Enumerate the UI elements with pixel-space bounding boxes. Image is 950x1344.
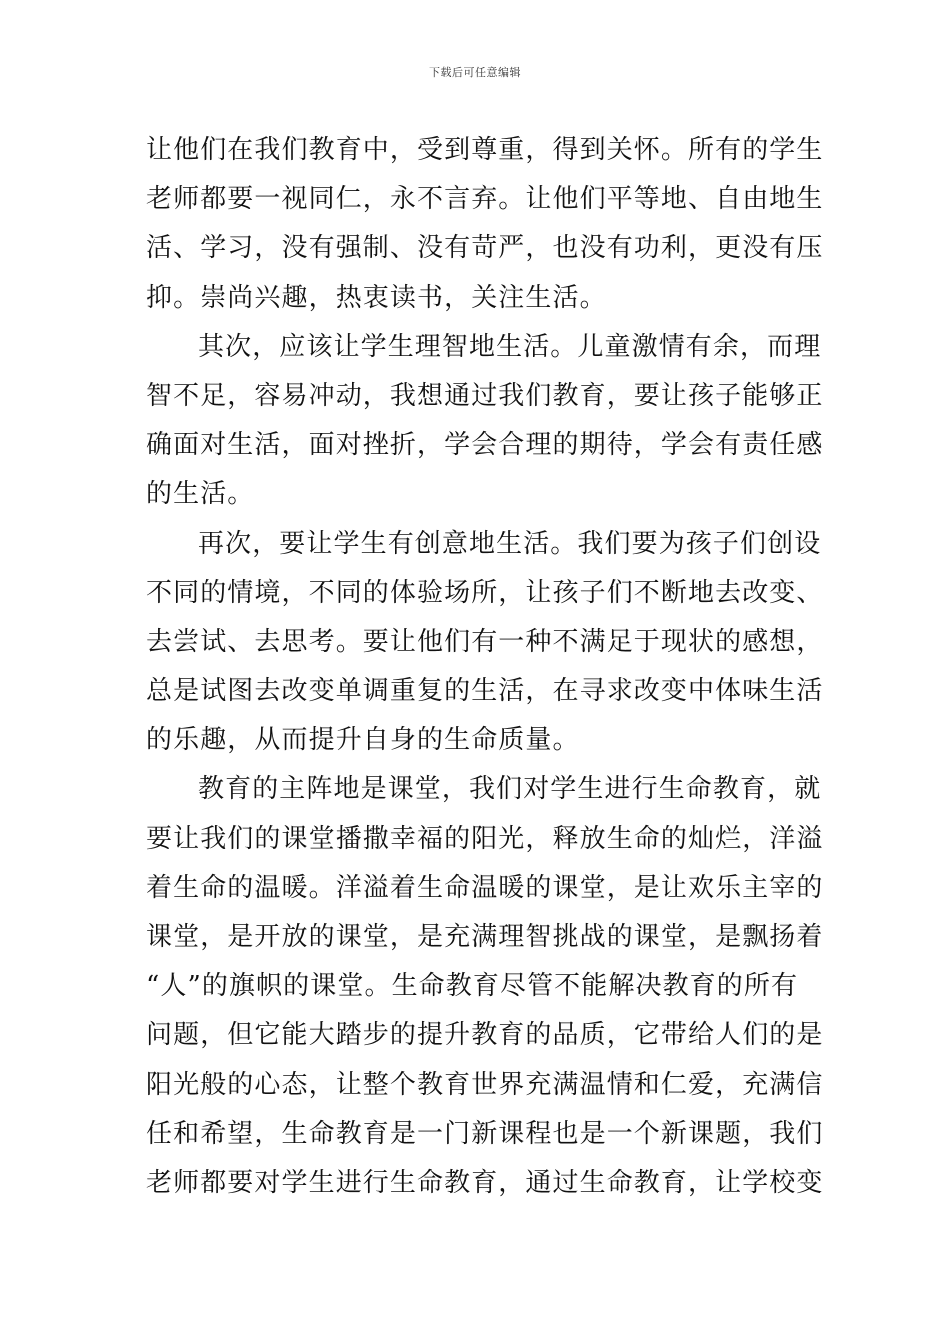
text-line: 问题，但它能大踏步的提升教育的品质，它带给人们的是 xyxy=(146,1020,824,1051)
text-line: “人”的旗帜的课堂。生命教育尽管不能解决教育的所有 xyxy=(146,971,799,1002)
text-line: 去尝试、去思考。要让他们有一种不满足于现状的感想， xyxy=(146,626,824,657)
text-line: 老师都要一视同仁，永不言弃。让他们平等地、自由地生 xyxy=(146,184,824,215)
text-line: 的乐趣，从而提升自身的生命质量。 xyxy=(146,725,580,756)
text-line: 抑。崇尚兴趣，热衷读书，关注生活。 xyxy=(146,282,607,313)
text-line: 课堂，是开放的课堂，是充满理智挑战的课堂，是飘扬着 xyxy=(146,922,824,952)
page-header: 下载后可任意编辑 xyxy=(429,66,521,79)
text-line: 不同的情境，不同的体验场所，让孩子们不断地去改变、 xyxy=(146,577,824,608)
text-line: 总是试图去改变单调重复的生活，在寻求改变中体味生活 xyxy=(146,676,824,707)
text-line: 智不足，容易冲动，我想通过我们教育，要让孩子能够正 xyxy=(146,380,824,411)
paragraph-start-line: 再次，要让学生有创意地生活。我们要为孩子们创设 xyxy=(198,528,822,559)
text-line: 要让我们的课堂播撒幸福的阳光，释放生命的灿烂，洋溢 xyxy=(146,823,824,854)
text-line: 着生命的温暖。洋溢着生命温暖的课堂，是让欢乐主宰的 xyxy=(146,872,824,903)
body-text xyxy=(146,126,824,1208)
text-line: 阳光般的心态，让整个教育世界充满温情和仁爱，充满信 xyxy=(146,1069,824,1100)
paragraph-start-line: 其次，应该让学生理智地生活。儿童激情有余，而理 xyxy=(198,331,822,362)
text-line: 活、学习，没有强制、没有苛严，也没有功利，更没有压 xyxy=(146,233,824,264)
text-line: 的生活。 xyxy=(146,479,255,510)
text-line: 确面对生活，面对挫折，学会合理的期待，学会有责任感 xyxy=(146,430,824,461)
text-line: 老师都要对学生进行生命教育，通过生命教育，让学校变 xyxy=(146,1167,824,1198)
text-line: 让他们在我们教育中，受到尊重，得到关怀。所有的学生 xyxy=(146,135,824,165)
paragraph-start-line: 教育的主阵地是课堂，我们对学生进行生命教育，就 xyxy=(198,774,822,805)
text-line: 任和希望，生命教育是一门新课程也是一个新课题，我们 xyxy=(146,1118,824,1149)
